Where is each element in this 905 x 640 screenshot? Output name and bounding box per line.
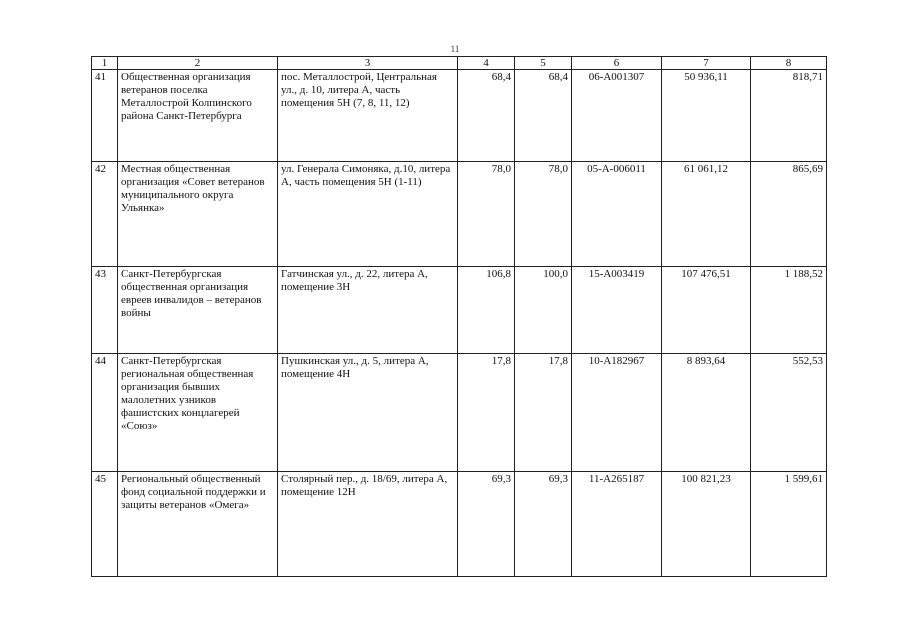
amount-value: 61 061,12	[662, 162, 751, 267]
organization-name: Региональный общественный фонд социальной поддержки и защиты ветеранов «Омега»	[118, 472, 278, 577]
row-number: 42	[92, 162, 118, 267]
organization-name: Санкт-Петербургская общественная организация евреев инвалидов – ветеранов войны	[118, 267, 278, 354]
rate-value: 818,71	[751, 70, 827, 162]
object-code: 05-А-006011	[572, 162, 662, 267]
area-value: 78,0	[458, 162, 515, 267]
rate-value: 1 599,61	[751, 472, 827, 577]
object-code: 15-А003419	[572, 267, 662, 354]
organization-name: Санкт-Петербургская региональная общественная организация бывших малолетних узников фашистских концлагерей «Союз»	[118, 354, 278, 472]
table-row	[92, 354, 827, 472]
column-header-4: 4	[458, 57, 515, 70]
row-number: 45	[92, 472, 118, 577]
leased-area-value: 78,0	[515, 162, 572, 267]
organization-name: Местная общественная организация «Совет ветеранов муниципального округа Ульянка»	[118, 162, 278, 267]
column-header-5: 5	[515, 57, 572, 70]
amount-value: 50 936,11	[662, 70, 751, 162]
column-header-6: 6	[572, 57, 662, 70]
area-value: 68,4	[458, 70, 515, 162]
area-value: 17,8	[458, 354, 515, 472]
area-value: 69,3	[458, 472, 515, 577]
leased-area-value: 69,3	[515, 472, 572, 577]
table-row	[92, 70, 827, 162]
area-value: 106,8	[458, 267, 515, 354]
address: Гатчинская ул., д. 22, литера А, помещение 3Н	[278, 267, 458, 354]
row-number: 44	[92, 354, 118, 472]
page-number: 11	[450, 44, 460, 54]
address: ул. Генерала Симоняка, д.10, литера А, часть помещения 5Н (1-11)	[278, 162, 458, 267]
amount-value: 8 893,64	[662, 354, 751, 472]
column-header-8: 8	[751, 57, 827, 70]
address: пос. Металлострой, Центральная ул., д. 10, литера А, часть помещения 5Н (7, 8, 11, 12)	[278, 70, 458, 162]
rate-value: 865,69	[751, 162, 827, 267]
object-code: 10-А182967	[572, 354, 662, 472]
table-row	[92, 267, 827, 354]
column-header-7: 7	[662, 57, 751, 70]
amount-value: 100 821,23	[662, 472, 751, 577]
leased-area-value: 68,4	[515, 70, 572, 162]
object-code: 06-А001307	[572, 70, 662, 162]
leased-area-value: 17,8	[515, 354, 572, 472]
column-header-1: 1	[92, 57, 118, 70]
column-header-2: 2	[118, 57, 278, 70]
table-row	[92, 162, 827, 267]
header-row	[92, 57, 827, 70]
address: Пушкинская ул., д. 5, литера А, помещение 4Н	[278, 354, 458, 472]
rate-value: 1 188,52	[751, 267, 827, 354]
column-header-3: 3	[278, 57, 458, 70]
address: Столярный пер., д. 18/69, литера А, помещение 12Н	[278, 472, 458, 577]
table-row	[92, 472, 827, 577]
row-number: 41	[92, 70, 118, 162]
organization-name: Общественная организация ветеранов поселка Металлострой Колпинского района Санкт-Петербурга	[118, 70, 278, 162]
object-code: 11-А265187	[572, 472, 662, 577]
data-table	[91, 56, 827, 577]
row-number: 43	[92, 267, 118, 354]
rate-value: 552,53	[751, 354, 827, 472]
amount-value: 107 476,51	[662, 267, 751, 354]
leased-area-value: 100,0	[515, 267, 572, 354]
